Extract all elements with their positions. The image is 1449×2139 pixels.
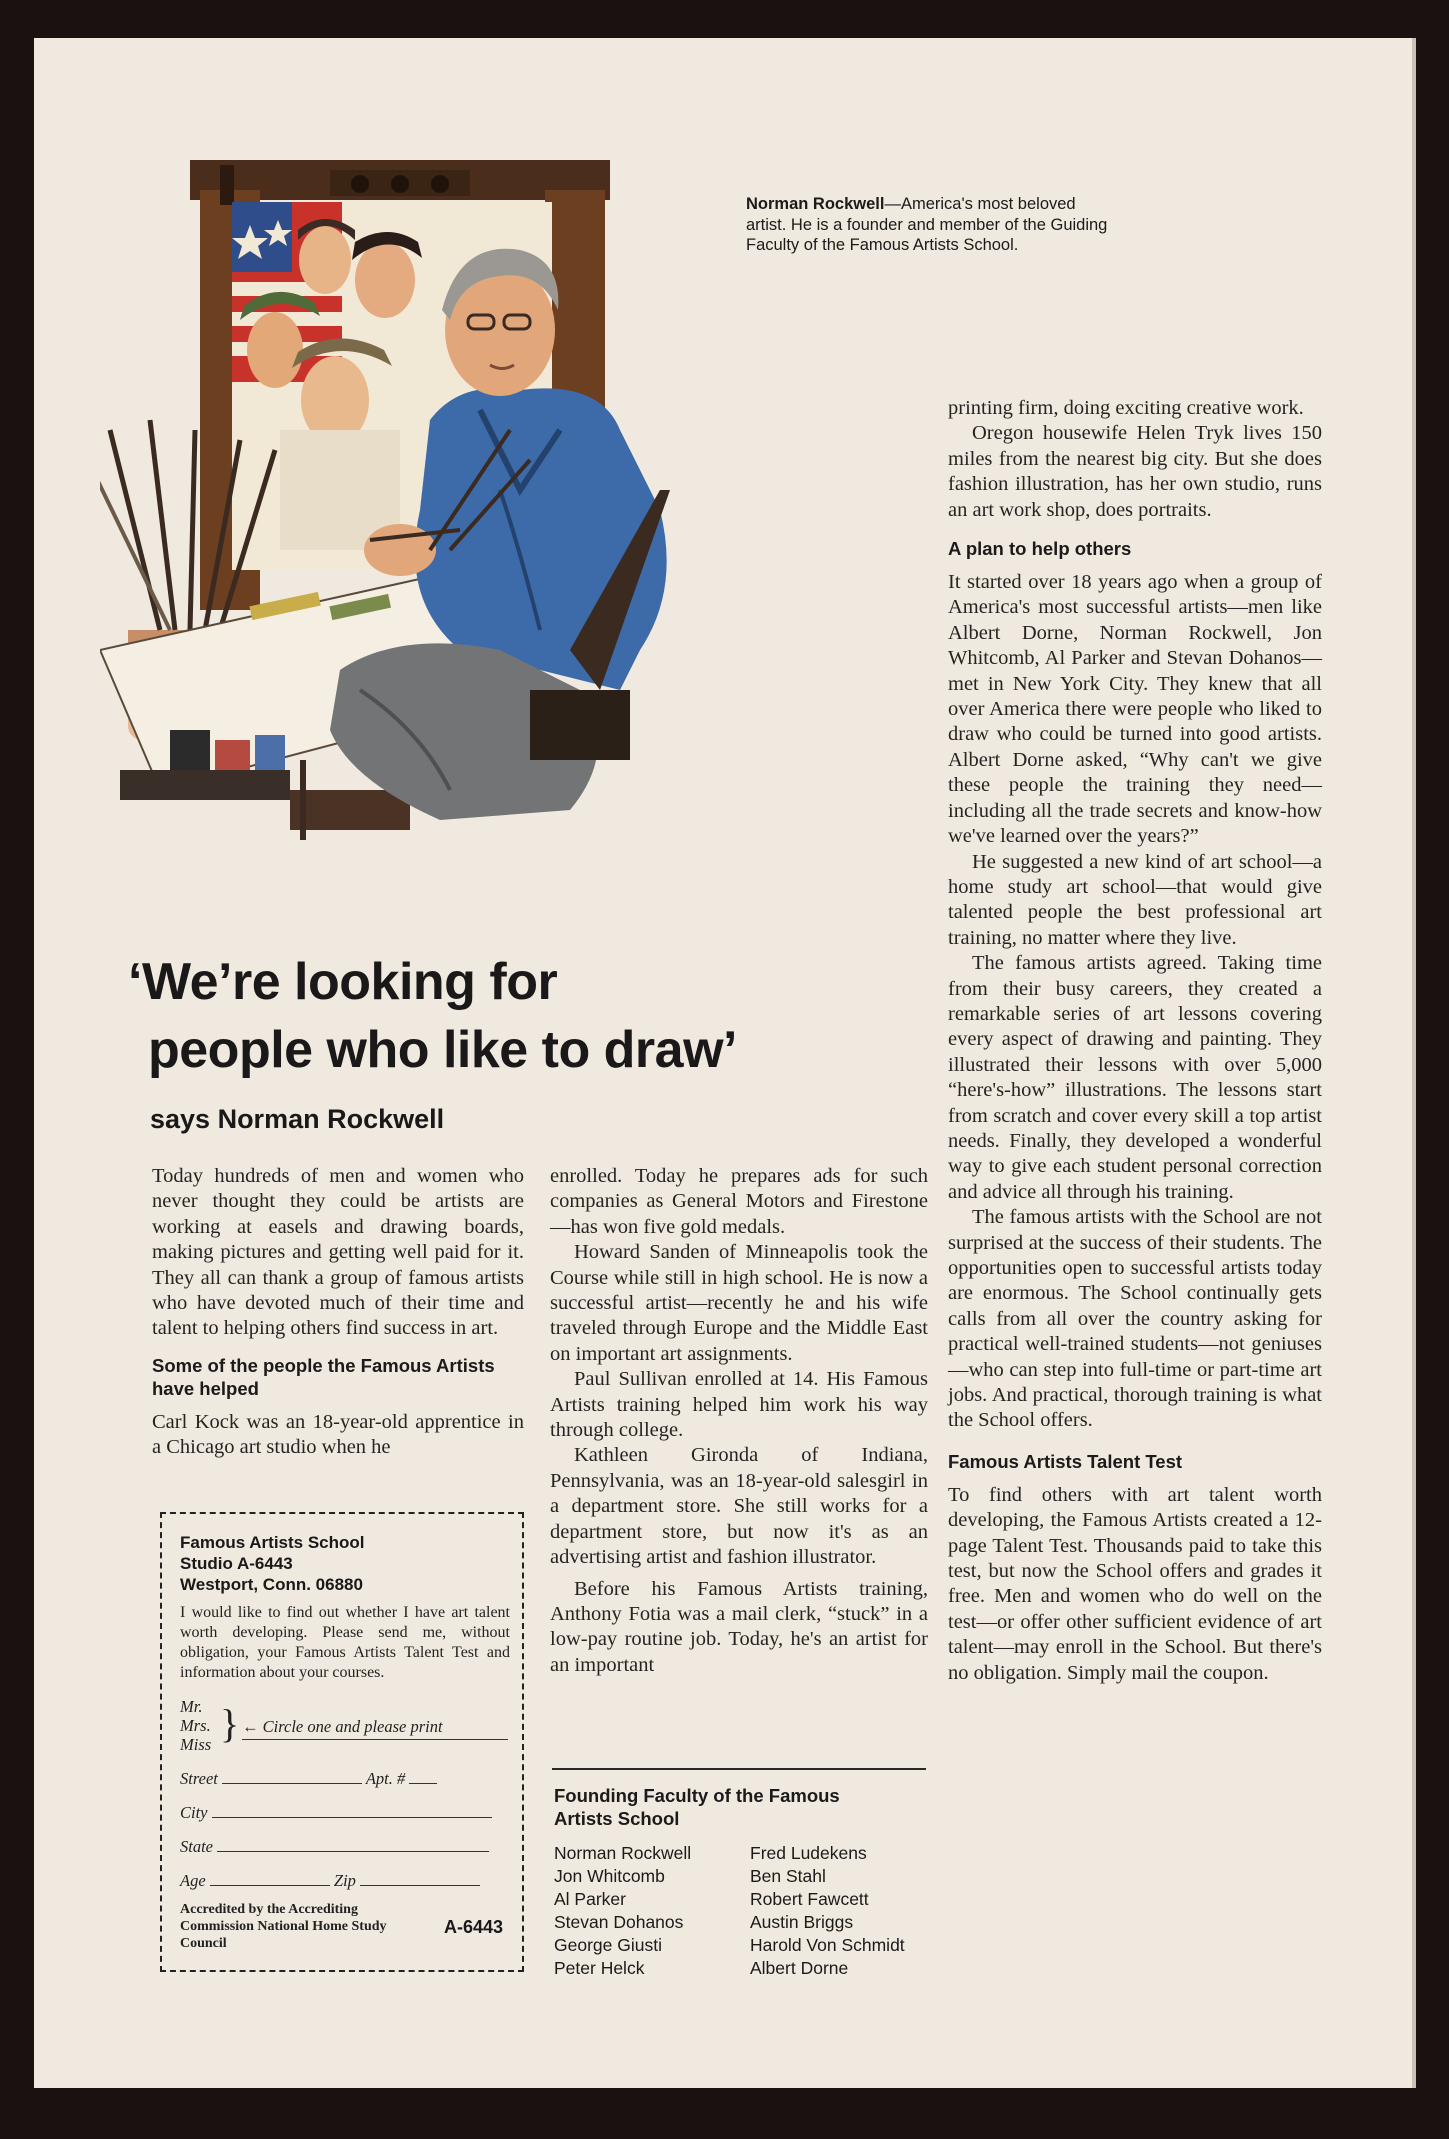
headline-line-2: people who like to draw’ xyxy=(148,1021,737,1079)
faculty-divider xyxy=(552,1768,926,1770)
faculty-list-left xyxy=(554,1842,691,1980)
coupon[interactable] xyxy=(160,1512,524,1972)
zip-label: Zip xyxy=(333,1871,356,1890)
headline-line-1: ‘We’re looking for xyxy=(128,953,558,1011)
col3-paragraph-1: printing firm, doing exciting creative work. xyxy=(948,397,1304,419)
state-label: State xyxy=(180,1837,213,1856)
col1-paragraph-1: Today hundreds of men and women who never thought they could be artists are working at easels and drawing boards, making pictures and getting well paid for it. They all can thank a group of famous artists who have devoted much of their time and talent to helping others find success in art. xyxy=(152,1165,524,1340)
coupon-mrs[interactable]: Mrs. xyxy=(180,1716,211,1735)
col2-paragraph-1: enrolled. Today he prepares ads for such companies as General Motors and Firestone—has won five gold medals. xyxy=(550,1165,928,1238)
column-1 xyxy=(152,1164,524,1461)
col2-paragraph-4: Kathleen Gironda of Indiana, Pennsylvania, was an 18-year-old salesgirl in a department store. She still works for a department store, but now it's as an advertising artist and fashion illustrator. xyxy=(550,1444,928,1569)
city-label: City xyxy=(180,1803,208,1822)
faculty-member: Albert Dorne xyxy=(750,1958,849,1978)
caption-text: —America's most beloved artist. He is a founder and member of the Guiding Faculty of the Famous Artists School. xyxy=(746,195,1108,254)
faculty-member: Al Parker xyxy=(554,1889,626,1909)
faculty-title: Founding Faculty of the Famous Artists School xyxy=(554,1785,840,1829)
faculty-member: Harold Von Schmidt xyxy=(750,1935,905,1955)
faculty-member: Ben Stahl xyxy=(750,1866,826,1886)
photo-caption xyxy=(746,194,1116,256)
street-field[interactable] xyxy=(222,1783,362,1784)
apt-field[interactable] xyxy=(409,1783,437,1784)
col1-subhead: Some of the people the Famous Artists have helped xyxy=(152,1354,495,1399)
faculty-member: Peter Helck xyxy=(554,1958,645,1978)
age-label: Age xyxy=(180,1871,206,1890)
apt-label: Apt. # xyxy=(365,1769,406,1788)
col1-paragraph-2: Carl Kock was an 18-year-old apprentice in a Chicago art studio when he xyxy=(152,1410,524,1459)
brace-icon: } xyxy=(220,1701,240,1746)
col2-paragraph-3: Paul Sullivan enrolled at 14. His Famous Artists training helped him work his way through college. xyxy=(550,1368,928,1442)
faculty-list-right xyxy=(750,1842,905,1980)
zip-field[interactable] xyxy=(360,1885,480,1886)
coupon-miss[interactable]: Miss xyxy=(180,1735,212,1754)
street-label: Street xyxy=(180,1769,218,1788)
age-field[interactable] xyxy=(210,1885,330,1886)
column-2 xyxy=(550,1164,928,1678)
coupon-circle-instruction: ← Circle one and please print xyxy=(242,1717,443,1736)
col3-paragraph-6: The famous artists with the School are not surprised at the success of their students. The opportunities open to successful artists today are enormous. The School continually gets calls from all over the country asking for practical well-trained students—not geniuses—who can step into full-time or part-time art jobs. And practical, thorough training is what the School offers. xyxy=(948,1206,1322,1432)
col3-paragraph-3: It started over 18 years ago when a group of America's most successful artists—men like Albert Dorne, Norman Rockwell, Jon Whitcomb, Al Parker and Stevan Dohanos—met in New York City. They knew that all over America there were people who liked to draw who could be turned into good artists. Albert Dorne asked, “Why can't we give these people the training they need—including all the trade secrets and know-how we've learned over the years?” xyxy=(948,571,1322,848)
col3-paragraph-2: Oregon housewife Helen Tryk lives 150 miles from the nearest big city. But she does fashion illustration, has her own studio, runs an art work shop, does portraits. xyxy=(948,422,1322,521)
coupon-accreditation: Accredited by the Accrediting Commission National Home Study Council xyxy=(180,1902,387,1951)
city-field[interactable] xyxy=(212,1817,492,1818)
col2-paragraph-5: Before his Famous Artists training, Anthony Fotia was a mail clerk, “stuck” in a low-pay routine job. Today, he's an artist for an important xyxy=(550,1577,928,1676)
coupon-school: Famous Artists School xyxy=(180,1533,365,1552)
faculty-member: Norman Rockwell xyxy=(554,1843,692,1863)
col3-paragraph-7: To find others with art talent worth developing, the Famous Artists created a 12-page Talent Test. Thousands paid to take this test, but now the School offers and grades it free. Men and women who do well on the test—or offer other sufficient evidence of art talent—may enroll in the School. But there's no obligation. Simply mail the coupon. xyxy=(948,1483,1322,1684)
faculty-member: Jon Whitcomb xyxy=(554,1866,665,1886)
faculty-member: Robert Fawcett xyxy=(750,1889,869,1909)
state-field[interactable] xyxy=(217,1851,489,1852)
coupon-body: I would like to find out whether I have art talent worth developing. Please send me, without obligation, your Famous Artists Talent Test and information about your courses. xyxy=(180,1604,510,1681)
col3-paragraph-5: The famous artists agreed. Taking time from their busy careers, they created a remarkable series of art lessons covering every aspect of drawing and painting. They illustrated their lessons with over 5,000 “here's-how” illustrations. The lessons start from scratch and cover every skill a top artist needs. Finally, they developed a wonderful way to give each student personal correction and advice all through his training. xyxy=(948,952,1322,1203)
headline xyxy=(128,948,908,1084)
name-field[interactable] xyxy=(242,1717,508,1740)
col3-subhead-1: A plan to help others xyxy=(948,538,1132,560)
col2-paragraph-2: Howard Sanden of Minneapolis took the Course while still in high school. He is now a successful artist—recently he and his wife traveled through Europe and the Middle East on important art assignments. xyxy=(550,1241,928,1365)
faculty-member: George Giusti xyxy=(554,1935,662,1955)
column-3 xyxy=(948,396,1322,1686)
coupon-mr[interactable]: Mr. xyxy=(180,1697,203,1716)
col3-subhead-2: Famous Artists Talent Test xyxy=(948,1450,1183,1472)
faculty-member: Austin Briggs xyxy=(750,1912,854,1932)
coupon-code: A-6443 xyxy=(444,1917,504,1937)
coupon-studio: Studio A-6443 xyxy=(180,1554,293,1573)
faculty-member: Fred Ludekens xyxy=(750,1843,867,1863)
caption-name: Norman Rockwell xyxy=(746,195,885,213)
byline: says Norman Rockwell xyxy=(150,1104,445,1134)
col3-paragraph-4: He suggested a new kind of art school—a home study art school—that would give talented people the best professional art training, no matter where they live. xyxy=(948,850,1322,949)
coupon-address: Westport, Conn. 06880 xyxy=(180,1575,363,1594)
faculty-member: Stevan Dohanos xyxy=(554,1912,684,1932)
